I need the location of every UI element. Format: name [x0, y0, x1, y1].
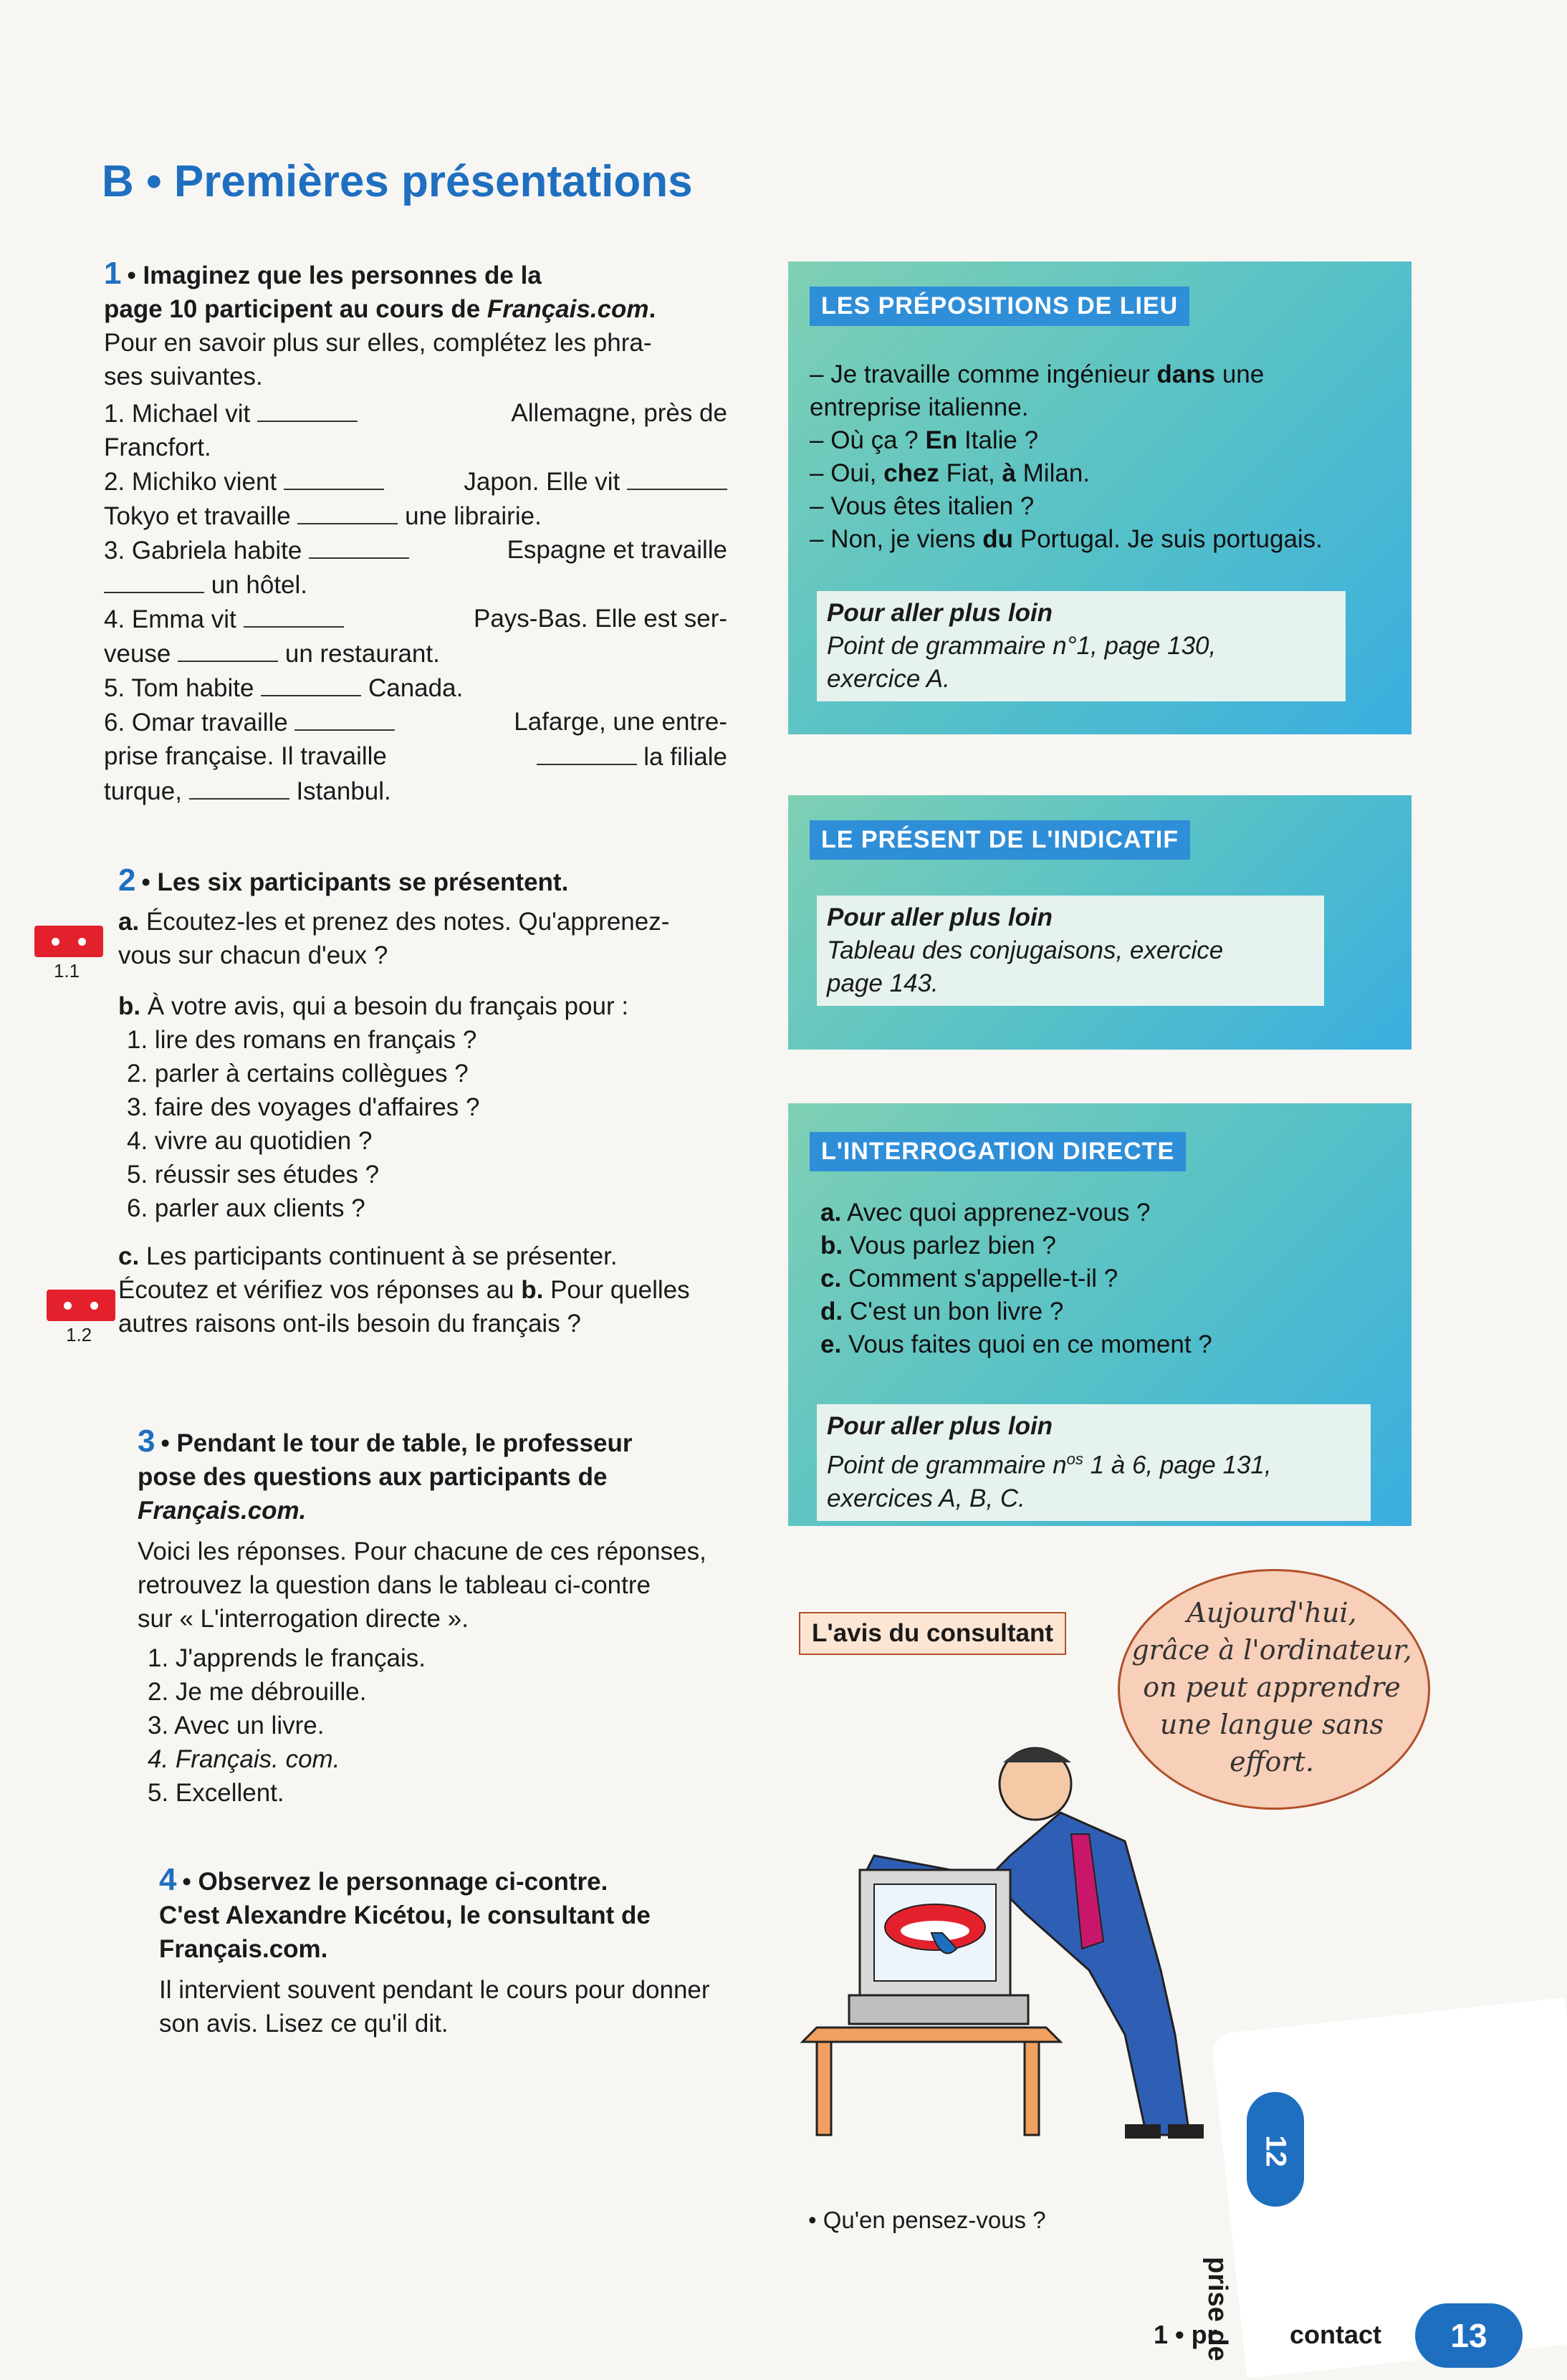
exercise-1-title: 1 • Imaginez que les personnes de la: [104, 256, 542, 291]
list-item: 2. Je me débrouille.: [148, 1678, 367, 1706]
further-reading-note: Pour aller plus loin Point de grammaire n°1, page 130, exercice A.: [817, 591, 1346, 701]
audio-track-icon[interactable]: [47, 1290, 115, 1321]
audio-track-icon[interactable]: [34, 926, 103, 957]
blank-field[interactable]: [189, 774, 289, 800]
sentence-5: 5. Tom habite Canada.: [104, 671, 727, 705]
list-item: 3. Avec un livre.: [148, 1712, 325, 1740]
exercise-3: 3 • Pendant le tour de table, le professeur pose des questions aux participants de Français.com. Voici les réponses. Pour chacune de ces réponses, retrouvez la question dans le tableau ci-contre sur « L'interrogation directe ». 1. J'apprends le français. 2. Je me débrouille. 3. Avec un livre. 4. Français. com. 5. Excellent.: [138, 1424, 732, 1810]
box-heading: L'INTERROGATION DIRECTE: [810, 1132, 1186, 1171]
footer-chapter-title: contact: [1290, 2320, 1382, 2349]
audio-track-number: 1.1: [54, 960, 80, 982]
blank-field[interactable]: [297, 499, 398, 524]
page-number: 13: [1415, 2303, 1523, 2368]
blank-field[interactable]: [294, 705, 395, 731]
list-item: 6. parler aux clients ?: [127, 1194, 365, 1222]
blank-field[interactable]: [284, 464, 384, 490]
discussion-question: • Qu'en pensez-vous ?: [808, 2207, 1046, 2233]
prev-page-tab-number: 12: [1247, 2092, 1304, 2207]
sentence-3: 3. Gabriela habite Espagne et travaille: [104, 533, 727, 567]
list-item: 2. parler à certains collègues ?: [127, 1060, 469, 1088]
blank-field[interactable]: [178, 636, 278, 662]
answers-list: [138, 1641, 732, 1810]
exercise-3-number: 3: [138, 1424, 155, 1459]
further-reading-note: Pour aller plus loin Point de grammaire $n^{os}$ 1 à 6, page 131, exercices A, B, C.: [817, 1404, 1371, 1521]
exercise-1: 1 • Imaginez que les personnes de la page 10 participent au cours de Français.com. Pour en savoir plus sur elles, complétez les phra- ses suivantes. 1. Michael vit Allemagne, près de Francfort. 2. Michiko vient Japon. Elle vit Tokyo et travaille une librairie. 3. Gabriela habite Espagne et travaille un hôtel. 4. Emma vit Pays-Bas. Elle est ser- veuse un restaurant. 5. Tom habite Canada. 6. Omar travaille Lafarge, une entre- prise française. Il travaille la filiale turque, Istanbul.: [104, 256, 727, 805]
exercise-1-intro: Pour en savoir plus sur elles, complétez les phra-: [104, 329, 652, 357]
box-heading: LES PRÉPOSITIONS DE LIEU: [810, 287, 1189, 326]
list-item: 1. lire des romans en français ?: [127, 1026, 477, 1054]
exercise-2: 2 • Les six participants se présentent. a. Écoutez-les et prenez des notes. Qu'apprenez- vous sur chacun d'eux ? b. À votre avis, qui a besoin du français pour : 1. lire des romans en français ? 2. parler à certains collègues ? 3. faire des voyages d'affaires ? 4. vivre au quotidien ? 5. réussir ses études ? 6. parler aux clients ? c. Les participants continuent à se présenter. Écoutez et vérifiez vos réponses au b. Pour quelles autres raisons ont-ils besoin du français ?: [118, 863, 727, 1340]
sentence-4: 4. Emma vit Pays-Bas. Elle est ser-: [104, 602, 727, 636]
list-item: 5. Excellent.: [148, 1779, 284, 1807]
blank-field[interactable]: [627, 464, 727, 490]
list-item: 1. J'apprends le français.: [148, 1644, 426, 1672]
section-title: B • Premières présentations: [102, 157, 693, 206]
grammar-box-prepositions: LES PRÉPOSITIONS DE LIEU – Je travaille comme ingénieur dans une entreprise italienne. – Où ça ? En Italie ? – Oui, chez Fiat, à Milan. – Vous êtes italien ? – Non, je viens du Portugal. Je suis portugais. Pour aller plus loin Point de grammaire n°1, page 130, exercice A.: [788, 261, 1412, 734]
list-item: 5. réussir ses études ?: [127, 1161, 380, 1189]
exercise-4: 4 • Observez le personnage ci-contre. C'est Alexandre Kicétou, le consultant de Français.com. Il intervient souvent pendant le cours pour donner son avis. Lisez ce qu'il dit.: [159, 1863, 739, 2040]
blank-field[interactable]: [261, 671, 361, 696]
box-heading: LE PRÉSENT DE L'INDICATIF: [810, 820, 1190, 860]
exercise-1-number: 1: [104, 256, 122, 291]
list-item: a. Avec quoi apprenez-vous ?: [820, 1199, 1151, 1227]
exercise-3-title: 3 • Pendant le tour de table, le professeur: [138, 1424, 633, 1459]
grammar-box-interrogation: [788, 1103, 1412, 1526]
exercise-4-title: 4 • Observez le personnage ci-contre.: [159, 1862, 608, 1897]
speech-bubble-text: Aujourd'hui, grâce à l'ordinateur, on peut apprendre une langue sans effort.: [1131, 1597, 1412, 1777]
footer-chapter: 1 • pr: [1154, 2320, 1217, 2349]
blank-field[interactable]: [244, 602, 344, 628]
list-item: 4. Français. com.: [148, 1745, 340, 1773]
exercise-2-number: 2: [118, 863, 136, 898]
list-item: 4. vivre au quotidien ?: [127, 1127, 373, 1155]
blank-field[interactable]: [104, 567, 204, 593]
grammar-box-present: [788, 795, 1412, 1050]
exercise-2-title: 2 • Les six participants se présentent.: [118, 863, 569, 898]
needs-list: [118, 1023, 727, 1225]
list-item: b. Vous parlez bien ?: [820, 1232, 1056, 1259]
list-item: 3. faire des voyages d'affaires ?: [127, 1093, 480, 1121]
consultant-illustration: [788, 1734, 1247, 2164]
blank-field[interactable]: [309, 533, 409, 559]
further-reading-note: Pour aller plus loin Tableau des conjugaisons, exercice page 143.: [817, 896, 1324, 1006]
sentence-1: 1. Michael vit Allemagne, près de: [104, 396, 727, 431]
blank-field[interactable]: [257, 396, 358, 422]
consultant-label: L'avis du consultant: [799, 1612, 1066, 1655]
question-list: [820, 1196, 1212, 1361]
list-item: e. Vous faites quoi en ce moment ?: [820, 1330, 1212, 1358]
prev-page-tab-text: prise de: [1202, 2257, 1232, 2361]
list-item: c. Comment s'appelle-t-il ?: [820, 1265, 1118, 1292]
sentence-6: 6. Omar travaille Lafarge, une entre-: [104, 705, 727, 739]
sentence-2: 2. Michiko vient Japon. Elle vit: [104, 464, 727, 499]
audio-track-number: 1.2: [66, 1324, 92, 1345]
exercise-4-number: 4: [159, 1862, 177, 1897]
blank-field[interactable]: [537, 739, 637, 765]
list-item: d. C'est un bon livre ?: [820, 1297, 1064, 1325]
